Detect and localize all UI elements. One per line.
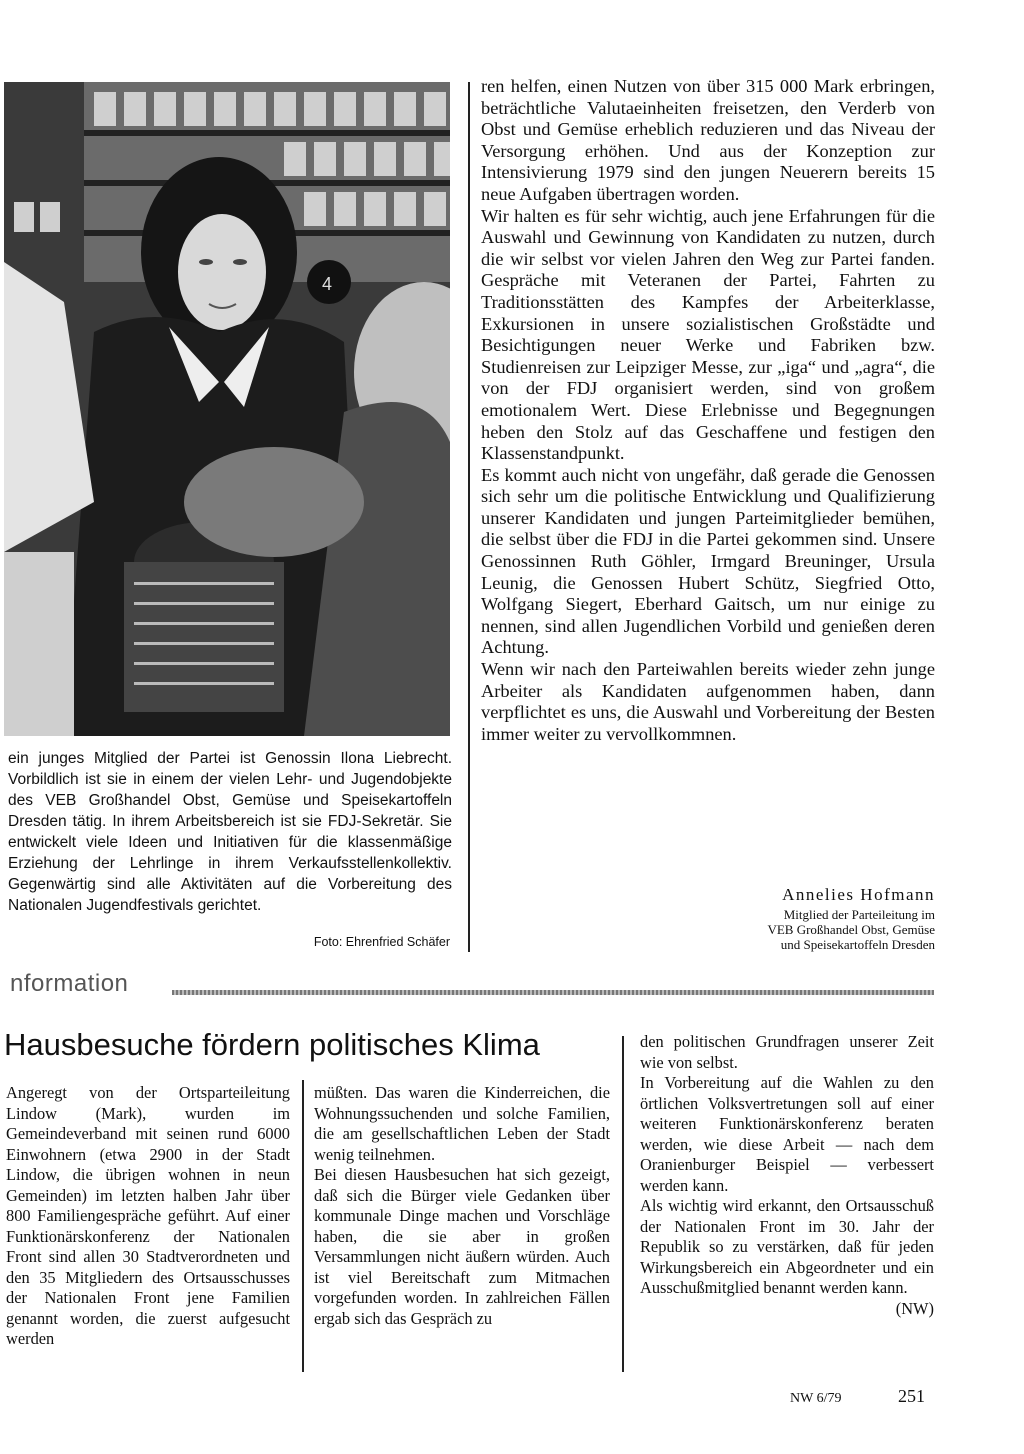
news-column-1 — [6, 1083, 290, 1350]
article-paragraph: Wenn wir nach den Parteiwahlen bereits wieder zehn junge Arbeiter als Kandidaten aufgenommen haben, dann verpflichtet es uns, die Auswahl und Vorbereitung der Besten immer weiter zu vervollkommnen. — [481, 659, 935, 744]
author-role-line: Mitglied der Parteileitung im — [783, 907, 935, 922]
article-paragraph: ren helfen, einen Nutzen von über 315 000 Mark erbringen, beträchtliche Valutaeinheiten freisetzen, den Verderb von Obst und Gemüse erheblich reduzieren und das Niveau der Versorgung erhöhen. Und aus der Konzeption zur Intensivierung 1979 sind den jungen Neuerern bereits 15 neue Aufgaben übertragen worden. — [481, 76, 935, 204]
news-paragraph: Als wichtig wird erkannt, den Ortsausschuß der Nationalen Front im 30. Jahr der Republik so zu verstärken, daß für jeden Wirkungsbereich ein Abgeordneter und ein Ausschußmitglied benannt werden kann. — [640, 1196, 934, 1297]
svg-text:4: 4 — [322, 274, 333, 294]
article-body — [481, 76, 935, 745]
article-paragraph: Wir halten es für sehr wichtig, auch jene Erfahrungen für die Auswahl und Gewinnung von Kandidaten zu nutzen, durch die wir selbst vor vielen Jahren den Weg zur Partei fanden. Gespräche mit Veteranen der Partei, Fahrten zu Traditionsstätten des Kampfes der Arbeiterklasse, Exkursionen in unsere sozialistischen Großstädte und Besichtigungen neuer Werke und Fabriken bzw. Studienreisen zur Leipziger Messe, zur „iga“ und „agra“, die von der FDJ organisiert werden, sind von großem emotionalem Wert. Diese Erlebnisse und Begegnungen heben den Stolz auf das Geschaffene und festigen den Klassenstandpunkt. — [481, 205, 935, 464]
photo-icon — [4, 82, 450, 736]
news-paragraph: Bei diesen Hausbesuchen hat sich gezeigt, daß sich die Bürger viele Gedanken über kommunale Dinge machen und Vorschläge haben, die sie aber in großen Versammlungen nicht äußern würden. Auch ist viel Bereitschaft zum Mitmachen vorgefunden worden. In zahlreichen Fällen ergab sich das Gespräch zu — [314, 1165, 610, 1328]
photo-credit: Foto: Ehrenfried Schäfer — [313, 935, 450, 949]
section-divider — [172, 990, 934, 995]
news-paragraph: müßten. Das waren die Kinderreichen, die Wohnungssuchenden und solche Familien, die am gesellschaftlichen Leben der Stadt wenig teilnehmen. — [314, 1083, 610, 1164]
issue-number: NW 6/79 — [790, 1391, 842, 1406]
page-number: 251 — [898, 1386, 925, 1406]
news-paragraph: Angeregt von der Ortsparteileitung Lindow (Mark), wurden im Gemeindeverband mit seinen rund 6000 Einwohnern (etwa 2900 in der Stadt Lindow, die übrigen wohnen in neun Gemeinden) im letzten halben Jahr über 800 Familiengespräche geführt. Auf einer Funktionärskonferenz der Nationalen Front sind allen 30 Stadtverordneten und den 35 Mitgliedern des Ortsausschusses der Nationalen Front jene Familien genannt worden, die zuerst aufgesucht werden — [6, 1083, 290, 1348]
column-rule — [468, 82, 470, 952]
article-photo — [4, 82, 450, 736]
author-role-line: und Speisekartoffeln Dresden — [780, 937, 935, 952]
article-author: Annelies Hofmann — [782, 885, 935, 904]
news-column-3 — [640, 1032, 934, 1319]
article-paragraph: Es kommt auch nicht von ungefähr, daß gerade die Genossen sich sehr um die politische Entwicklung und Qualifizierung unserer Kandidaten und jungen Parteimitglieder bemühen, die selbst über die FDJ in die Partei gekommen sind. Unsere Genossinnen Ruth Göhler, Irmgard Breuninger, Ursula Leunig, die Genossen Hubert Schütz, Siegfried Otto, Wolfgang Siegert, Eberhard Gaitsch, um nur einige zu nennen, sind allen Jugendlichen Vorbild und genießen deren Achtung. — [481, 464, 935, 658]
news-paragraph: den politischen Grundfragen unserer Zeit wie von selbst. — [640, 1032, 934, 1072]
column-rule — [302, 1080, 304, 1372]
column-rule — [622, 1036, 624, 1372]
section-label: nformation — [10, 970, 129, 997]
news-column-2 — [314, 1083, 610, 1329]
news-signature: (NW) — [895, 1298, 934, 1318]
author-role-line: VEB Großhandel Obst, Gemüse — [767, 922, 935, 937]
news-paragraph: In Vorbereitung auf die Wahlen zu den örtlichen Volksvertretungen soll auf einer weiteren Funktionärskonferenz beraten werden, wie diese Arbeit — nach dem Oranienburger Beispiel — verbessert werden kann. — [640, 1073, 934, 1195]
author-role — [660, 907, 935, 952]
news-headline: Hausbesuche fördern politisches Klima — [4, 1027, 540, 1062]
photo-caption: ein junges Mitglied der Partei ist Genossin Ilona Liebrecht. Vorbildlich ist sie in einem der vielen Lehr- und Jugendobjekte des VEB Großhandel Obst, Gemüse und Speisekartoffeln Dresden tätig. In ihrem Arbeitsbereich ist sie FDJ-Sekretär. Sie entwickelt viele Ideen und Initiativen für die klassenmäßige Erziehung der Lehrlinge in ihrem Verkaufsstellenkollektiv. Gegenwärtig sind alle Aktivitäten auf die Vorbereitung des Nationalen Jugendfestivals gerichtet. — [8, 750, 452, 914]
